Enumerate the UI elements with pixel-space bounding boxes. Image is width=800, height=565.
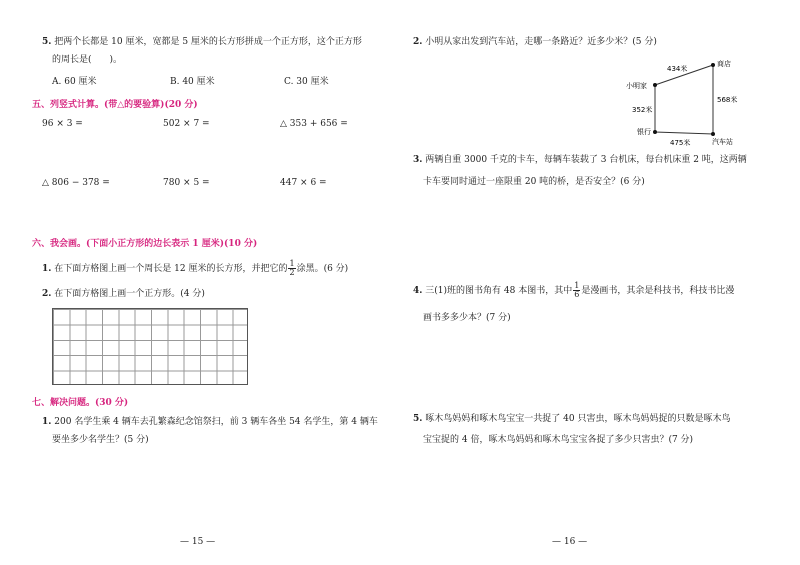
calc-6: 447 × 6 = — [280, 178, 327, 188]
draw-q2-text: 在下面方格图上画一个正方形。(4 分) — [54, 289, 205, 299]
section-7-title: 七、解决问题。(30 分) — [32, 398, 129, 408]
fraction-half — [288, 260, 295, 277]
calc-1: 96 × 3 = — [42, 119, 83, 129]
solve-q1-line1 — [42, 413, 378, 431]
fraction-sixth — [573, 282, 580, 299]
home-point — [653, 83, 657, 87]
draw-q2-num: 2. — [42, 289, 52, 299]
right-q4-line2: 画书多多少本？(7 分) — [423, 313, 511, 323]
right-q3-line1 — [413, 151, 747, 169]
label-home: 小明家 — [626, 82, 647, 90]
right-q4-num: 4. — [413, 286, 423, 296]
distance-top: 434米 — [667, 65, 688, 73]
calc-2: 502 × 7 = — [163, 119, 210, 129]
right-q3-text1: 两辆自重 3000 千克的卡车，每辆车装载了 3 台机床，每台机床重 2 吨，这两辆 — [425, 155, 747, 165]
right-q2 — [413, 33, 657, 51]
right-q5-text1: 啄木鸟妈妈和啄木鸟宝宝一共捉了 40 只害虫，啄木鸟妈妈捉的只数是啄木鸟 — [425, 414, 731, 424]
right-q2-num: 2. — [413, 37, 423, 47]
route-quadrilateral — [655, 65, 713, 134]
left-q5-line2: 的周长是( )。 — [52, 55, 123, 65]
label-bank: 银行 — [637, 128, 651, 136]
station-point — [711, 132, 715, 136]
draw-q1-post: 涂黑。(6 分) — [296, 264, 349, 274]
left-q5-line1 — [42, 33, 362, 51]
right-q5-num: 5. — [413, 414, 423, 424]
solve-q1-line2: 要坐多少名学生？(5 分) — [52, 435, 149, 445]
right-q3-line2: 卡车要同时通过一座限重 20 吨的桥，是否安全？(6 分) — [423, 177, 645, 187]
calc-4: △ 806 − 378 = — [42, 178, 110, 188]
fraction-half-top: 1 — [289, 259, 295, 268]
option-a: A. 60 厘米 — [52, 77, 97, 87]
right-q5-line2: 宝宝捉的 4 倍，啄木鸟妈妈和啄木鸟宝宝各捉了多少只害虫？(7 分) — [423, 435, 694, 445]
option-b: B. 40 厘米 — [170, 77, 215, 87]
left-q5-num: 5. — [42, 37, 52, 47]
page-number-left: — 15 — — [180, 537, 216, 547]
right-q4-pre: 三(1)班的图书角有 48 本图书，其中 — [425, 286, 573, 296]
left-q5-text1: 把两个长都是 10 厘米，宽都是 5 厘米的长方形拼成一个正方形，这个正方形 — [54, 37, 362, 47]
bank-point — [653, 130, 657, 134]
draw-q2 — [42, 285, 205, 303]
distance-bottom: 475米 — [670, 139, 691, 147]
distance-left: 352米 — [632, 106, 653, 114]
fraction-half-bottom: 2 — [289, 268, 295, 277]
solve-q1-num: 1. — [42, 417, 52, 427]
solve-q1-text1: 200 名学生乘 4 辆车去孔繁森纪念馆祭扫，前 3 辆车各坐 54 名学生，第 4 辆车 — [54, 417, 378, 427]
fraction-sixth-top: 1 — [574, 281, 580, 290]
distance-right: 568米 — [717, 96, 738, 104]
right-q4-line1 — [413, 282, 734, 300]
section-6-title: 六、我会画。(下面小正方形的边长表示 1 厘米)(10 分) — [32, 239, 258, 249]
label-station: 汽车站 — [712, 138, 733, 146]
right-q5-line1 — [413, 410, 730, 428]
right-q2-text: 小明从家出发到汽车站，走哪一条路近？近多少米？(5 分) — [425, 37, 657, 47]
right-q4-post: 是漫画书，其余是科技书，科技书比漫 — [581, 286, 735, 296]
draw-q1-pre: 在下面方格图上画一个周长是 12 厘米的长方形，并把它的 — [54, 264, 288, 274]
option-c: C. 30 厘米 — [284, 77, 329, 87]
page-number-right: — 16 — — [552, 537, 588, 547]
section-5-title: 五、列竖式计算。(带△的要验算)(20 分) — [32, 100, 198, 110]
draw-q1 — [42, 260, 348, 278]
calc-3: △ 353 + 656 = — [280, 119, 348, 129]
shop-point — [711, 63, 715, 67]
right-q3-num: 3. — [413, 155, 423, 165]
fraction-sixth-bottom: 6 — [574, 290, 580, 299]
label-shop: 商店 — [717, 60, 731, 68]
draw-q1-num: 1. — [42, 264, 52, 274]
route-map — [600, 52, 760, 152]
calc-5: 780 × 5 = — [163, 178, 210, 188]
grid-paper[interactable] — [52, 308, 248, 385]
